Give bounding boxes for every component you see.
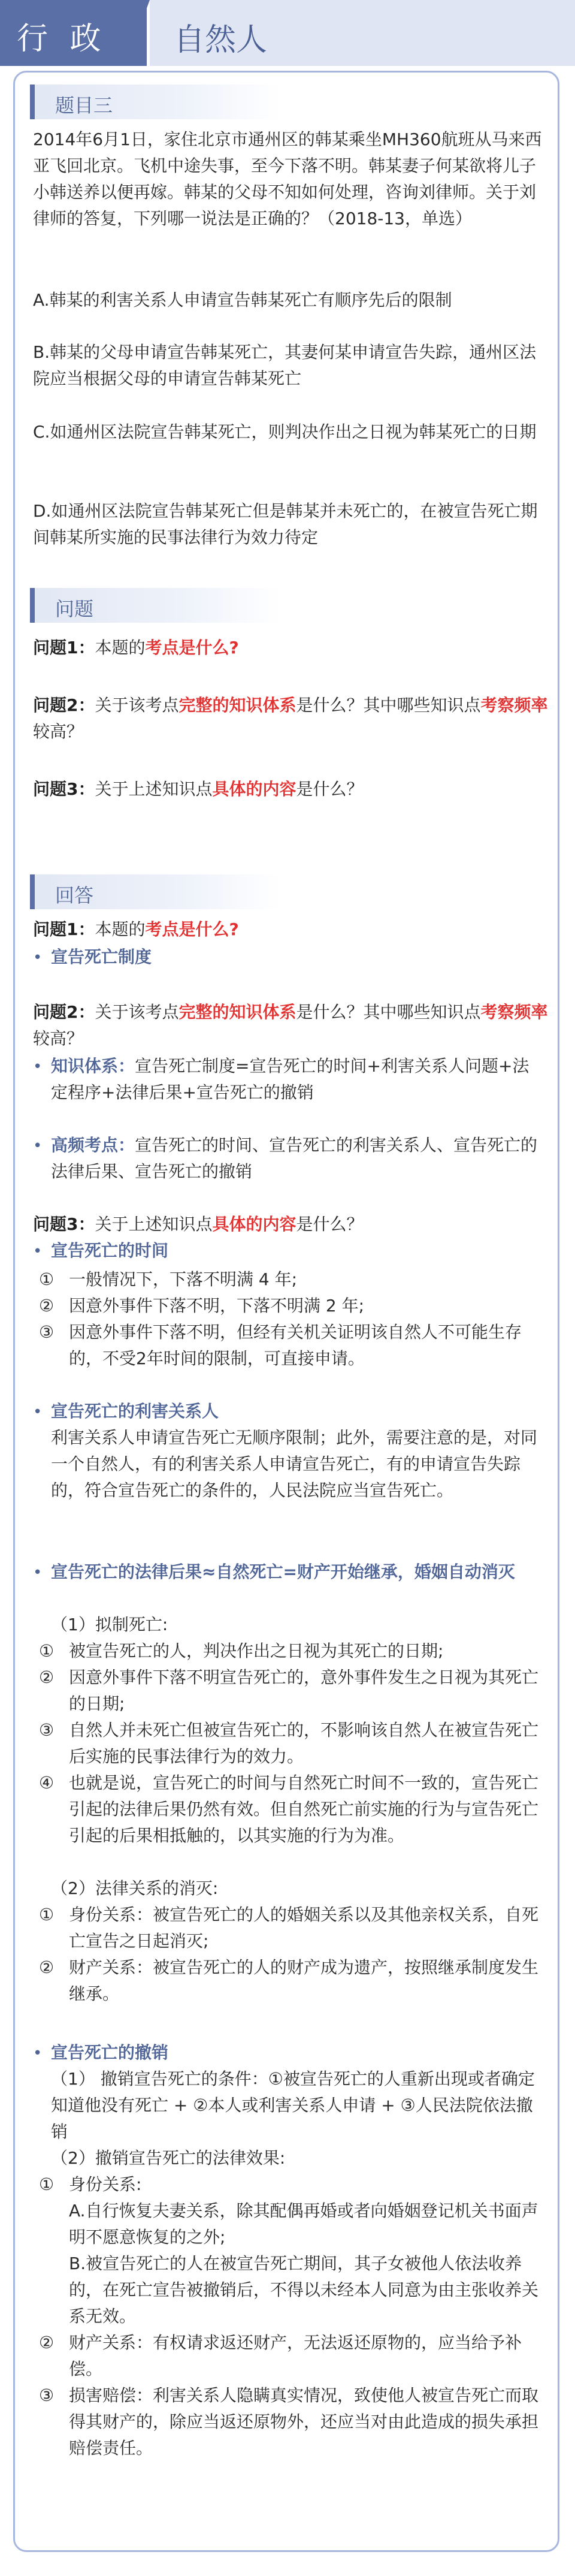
revoke-title: 宣告死亡的撤销 (51, 2043, 169, 2062)
problem-3: 问题3：关于上述知识点具体的内容是什么？ (33, 779, 364, 799)
answer-2-frequent: 高频考点：宣告死亡的时间、宣告死亡的利害关系人、宣告死亡的法律后果、宣告死亡的撤销 (51, 1135, 538, 1181)
time-item: 因意外事件下落不明，但经有关机关证明该自然人不可能生存的，不受2年时间的限制，可直接申请。 (69, 1322, 522, 1368)
revoke-sub1: （1） 撤销宣告死亡的条件：①被宣告死亡的人重新出现或者确定知道他没有死亡 + ②本人或利害关系人申请 + ③人民法院依法撤销 (51, 2069, 535, 2141)
circled-number: ① (39, 1269, 55, 1289)
subject-bar (150, 0, 575, 66)
subject-title: 自然人 (174, 22, 268, 58)
bullet: • (33, 1242, 43, 1260)
option-c: C.如通州区法院宣告韩某死亡，则判决作出之日视为韩某死亡的日期 (33, 422, 537, 442)
header-banner (0, 0, 575, 66)
circled-number: ② (39, 2333, 55, 2352)
revoke-item: A.自行恢复夫妻关系，除其配偶再婚或者向婚姻登记机关书面声明不愿意恢复的之外; (69, 2201, 538, 2247)
bullet: • (33, 1058, 43, 1076)
revoke-item: B.被宣告死亡的人在被宣告死亡期间，其子女被他人依法收养的，在死亡宣告被撤销后，不得以未经本人同意为由主张收养关系无效。 (69, 2254, 539, 2326)
answer-2-question: 问题2：关于该考点完整的知识体系是什么？其中哪些知识点考察频率较高？ (33, 1002, 548, 1048)
content-card (13, 71, 559, 2552)
bullet: • (33, 1403, 43, 1421)
section-question-title: 题目三 (55, 94, 113, 117)
circled-number: ① (39, 1641, 55, 1661)
time-item: 一般情况下，下落不明满 4 年; (69, 1269, 298, 1289)
section-answers-title: 回答 (55, 884, 94, 907)
effect-item: 因意外事件下落不明宣告死亡的，意外事件发生之日视为其死亡的日期; (69, 1667, 539, 1714)
effect-item: 也就是说，宣告死亡的时间与自然死亡时间不一致的，宣告死亡引起的法律后果仍然有效。但自然死亡前实施的行为与宣告死亡引起的后果相抵触的，以其实施的行为为准。 (69, 1773, 539, 1845)
party-title: 宣告死亡的利害关系人 (51, 1401, 219, 1421)
circled-number: ③ (39, 1322, 55, 1342)
option-b: B.韩某的父母申请宣告韩某死亡，其妻何某申请宣告失踪，通州区法院应当根据父母的申请宣告韩某死亡 (33, 342, 537, 388)
answer-3-question: 问题3：关于上述知识点具体的内容是什么？ (33, 1214, 364, 1234)
circled-number: ① (39, 2174, 55, 2194)
bullet: • (33, 2044, 43, 2062)
answer-2-system: 知识体系：宣告死亡制度=宣告死亡的时间+利害关系人问题+法定程序+法律后果+宣告死亡的撤销 (51, 1056, 529, 1102)
effect-sub1: （1）拟制死亡: (51, 1615, 168, 1634)
revoke-item: 损害赔偿：利害关系人隐瞒真实情况，致使他人被宣告死亡而取得其财产的，除应当返还原物外，还应当对由此造成的损失承担赔偿责任。 (69, 2385, 539, 2458)
circled-number: ② (39, 1667, 55, 1687)
effect-title: 宣告死亡的法律后果≈自然死亡=财产开始继承，婚姻自动消灭 (51, 1562, 515, 1582)
effect-item: 被宣告死亡的人，判决作出之日视为其死亡的日期; (69, 1641, 444, 1661)
bullet: • (33, 1137, 43, 1155)
section-question (30, 85, 282, 119)
circled-number: ② (39, 1957, 55, 1977)
party-text: 利害关系人申请宣告死亡无顺序限制；此外，需要注意的是，对同一个自然人，有的利害关系人申请宣告死亡，有的申请宣告失踪的，符合宣告死亡的条件的，人民法院应当宣告死亡。 (51, 1428, 538, 1500)
revoke-item: 财产关系：有权请求返还财产，无法返还原物的，应当给予补偿。 (69, 2333, 522, 2379)
circled-number: ④ (39, 1773, 55, 1793)
option-a: A.韩某的利害关系人申请宣告韩某死亡有顺序先后的限制 (33, 290, 452, 310)
effect-item: 财产关系：被宣告死亡的人的财产成为遗产，按照继承制度发生继承。 (69, 1957, 539, 2004)
circled-number: ③ (39, 1720, 55, 1740)
revoke-sub2: （2）撤销宣告死亡的法律效果: (51, 2148, 286, 2168)
problem-1: 问题1：本题的考点是什么? (33, 638, 239, 657)
circled-number: ① (39, 1905, 55, 1925)
category-tab (0, 0, 147, 66)
time-item: 因意外事件下落不明，下落不明满 2 年; (69, 1296, 365, 1316)
time-title: 宣告死亡的时间 (51, 1241, 169, 1260)
bullet: • (33, 949, 43, 967)
effect-item: 自然人并未死亡但被宣告死亡的，不影响该自然人在被宣告死亡后实施的民事法律行为的效力。 (69, 1720, 539, 1766)
effect-sub2: （2）法律关系的消灭: (51, 1878, 219, 1898)
bullet: • (33, 1564, 43, 1582)
circled-number: ③ (39, 2385, 55, 2405)
section-problems (30, 588, 282, 623)
banner-slant (126, 0, 150, 66)
answer-1-question: 问题1：本题的考点是什么? (33, 919, 239, 939)
answer-1-point: 宣告死亡制度 (51, 947, 152, 967)
question-stem: 2014年6月1日，家住北京市通州区的韩某乘坐MH360航班从马来西亚飞回北京。飞机中途失事，至今下落不明。韩某妻子何某欲将儿子小韩送养以便再嫁。韩某的父母不知如何处理，咨询刘律师。关于刘律师的答复，下列哪一说法是正确的？（2018-13，单选） (33, 129, 542, 228)
section-problems-title: 问题 (55, 598, 94, 620)
problem-2: 问题2：关于该考点完整的知识体系是什么？其中哪些知识点考察频率较高？ (33, 695, 548, 741)
effect-item: 身份关系：被宣告死亡的人的婚姻关系以及其他亲权关系，自死亡宣告之日起消灭; (69, 1905, 539, 1951)
option-d: D.如通州区法院宣告韩某死亡但是韩某并未死亡的，在被宣告死亡期间韩某所实施的民事法律行为效力待定 (33, 501, 538, 547)
category-label: 行 政 (17, 21, 107, 57)
section-answers (30, 874, 282, 909)
circled-number: ② (39, 1296, 55, 1316)
revoke-item: 身份关系: (69, 2174, 142, 2194)
